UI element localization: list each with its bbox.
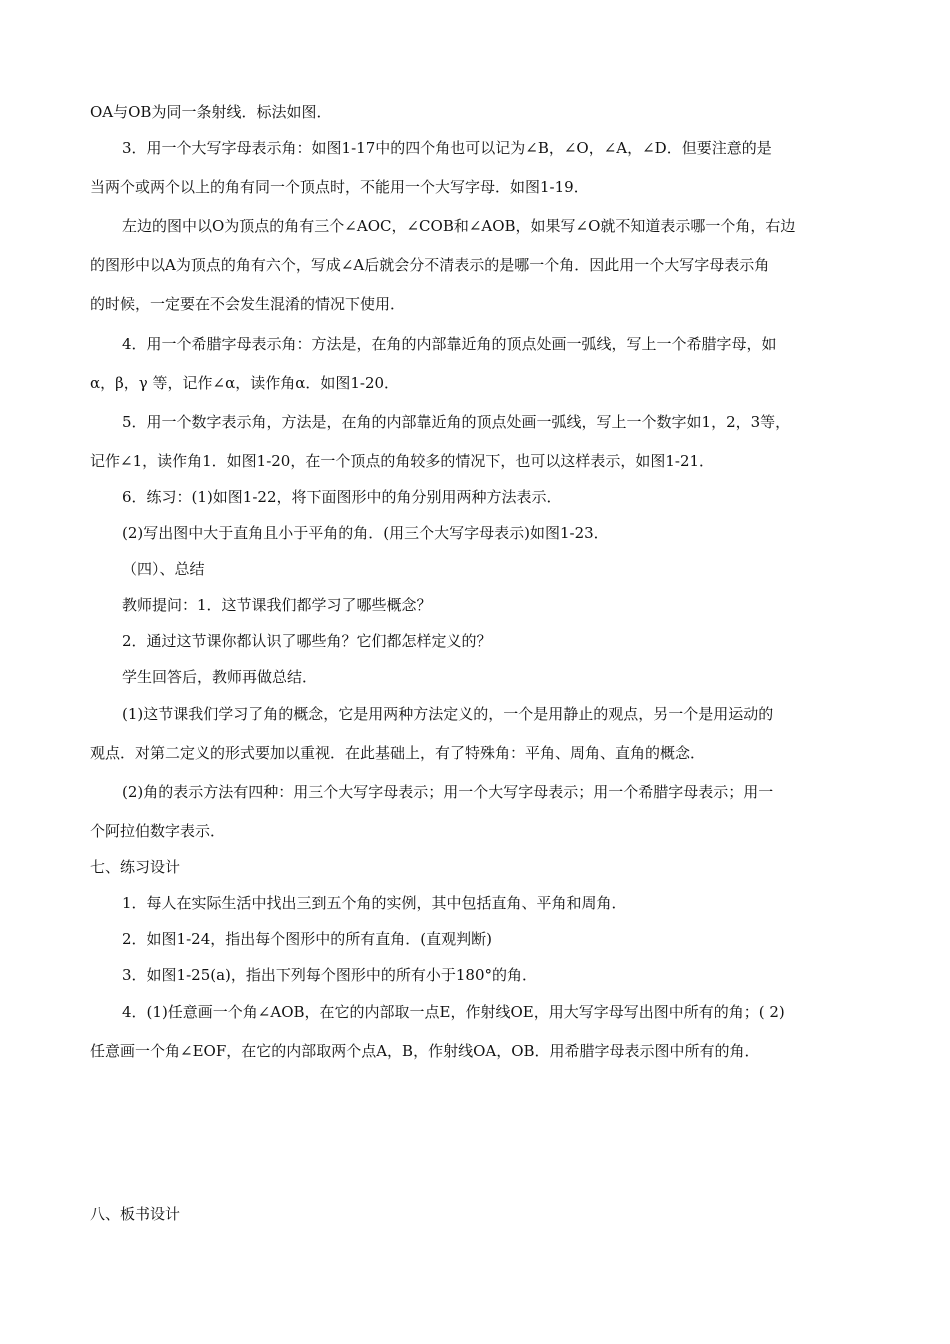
text-line: 4．用一个希腊字母表示角：方法是，在角的内部靠近角的顶点处画一弧线，写上一个希腊字母，如 xyxy=(122,335,777,353)
section-heading: 七、练习设计 xyxy=(90,858,181,876)
section-heading: 八、板书设计 xyxy=(90,1205,181,1223)
text-line: 个阿拉伯数字表示． xyxy=(90,822,226,840)
text-line: (2)写出图中大于直角且小于平角的角．(用三个大写字母表示)如图1-23． xyxy=(122,524,609,542)
text-line: 4．(1)任意画一个角∠AOB，在它的内部取一点E，作射线OE，用大写字母写出图中所有的角；( 2) xyxy=(122,1003,785,1021)
text-line: 2．如图1-24，指出每个图形中的所有直角．(直观判断) xyxy=(122,930,492,948)
section-heading: （四）、总结 xyxy=(122,560,205,578)
text-line: 的图形中以A为顶点的角有六个，写成∠A后就会分不清表示的是哪一个角．因此用一个大写字母表示角 xyxy=(90,256,770,274)
text-line: 6．练习：(1)如图1-22，将下面图形中的角分别用两种方法表示． xyxy=(122,488,562,506)
text-line: 3．用一个大写字母表示角：如图1-17中的四个角也可以记为∠B，∠O，∠A，∠D．但要注意的是 xyxy=(122,139,772,157)
text-line: (1)这节课我们学习了角的概念，它是用两种方法定义的，一个是用静止的观点，另一个是用运动的 xyxy=(122,705,774,723)
text-line: 3．如图1-25(a)，指出下列每个图形中的所有小于180°的角． xyxy=(122,966,538,984)
text-line: 2．通过这节课你都认识了哪些角？它们都怎样定义的？ xyxy=(122,632,492,650)
text-line: 的时候，一定要在不会发生混淆的情况下使用． xyxy=(90,295,406,313)
text-line: 左边的图中以O为顶点的角有三个∠AOC，∠COB和∠AOB，如果写∠O就不知道表示哪一个角，右边 xyxy=(122,217,796,235)
text-line: 记作∠1，读作角1．如图1-20，在一个顶点的角较多的情况下，也可以这样表示，如图1-21． xyxy=(90,452,715,470)
text-line: 当两个或两个以上的角有同一个顶点时，不能用一个大写字母．如图1-19． xyxy=(90,178,589,196)
text-line: 观点．对第二定义的形式要加以重视．在此基础上，有了特殊角：平角、周角、直角的概念． xyxy=(90,744,706,762)
text-line: 1．每人在实际生活中找出三到五个角的实例，其中包括直角、平角和周角． xyxy=(122,894,627,912)
text-line: α，β，γ 等，记作∠α，读作角α．如图1-20． xyxy=(90,374,400,392)
text-line: 教师提问：1．这节课我们都学习了哪些概念？ xyxy=(122,596,432,614)
text-line: OA与OB为同一条射线．标法如图． xyxy=(90,103,332,121)
text-line: 学生回答后，教师再做总结． xyxy=(122,668,318,686)
text-line: 任意画一个角∠EOF，在它的内部取两个点A，B，作射线OA，OB．用希腊字母表示图中所有的角． xyxy=(90,1042,760,1060)
text-line: (2)角的表示方法有四种：用三个大写字母表示；用一个大写字母表示；用一个希腊字母表示；用一 xyxy=(122,783,774,801)
text-line: 5．用一个数字表示角，方法是，在角的内部靠近角的顶点处画一弧线，写上一个数字如1，2，3等， xyxy=(122,413,791,431)
